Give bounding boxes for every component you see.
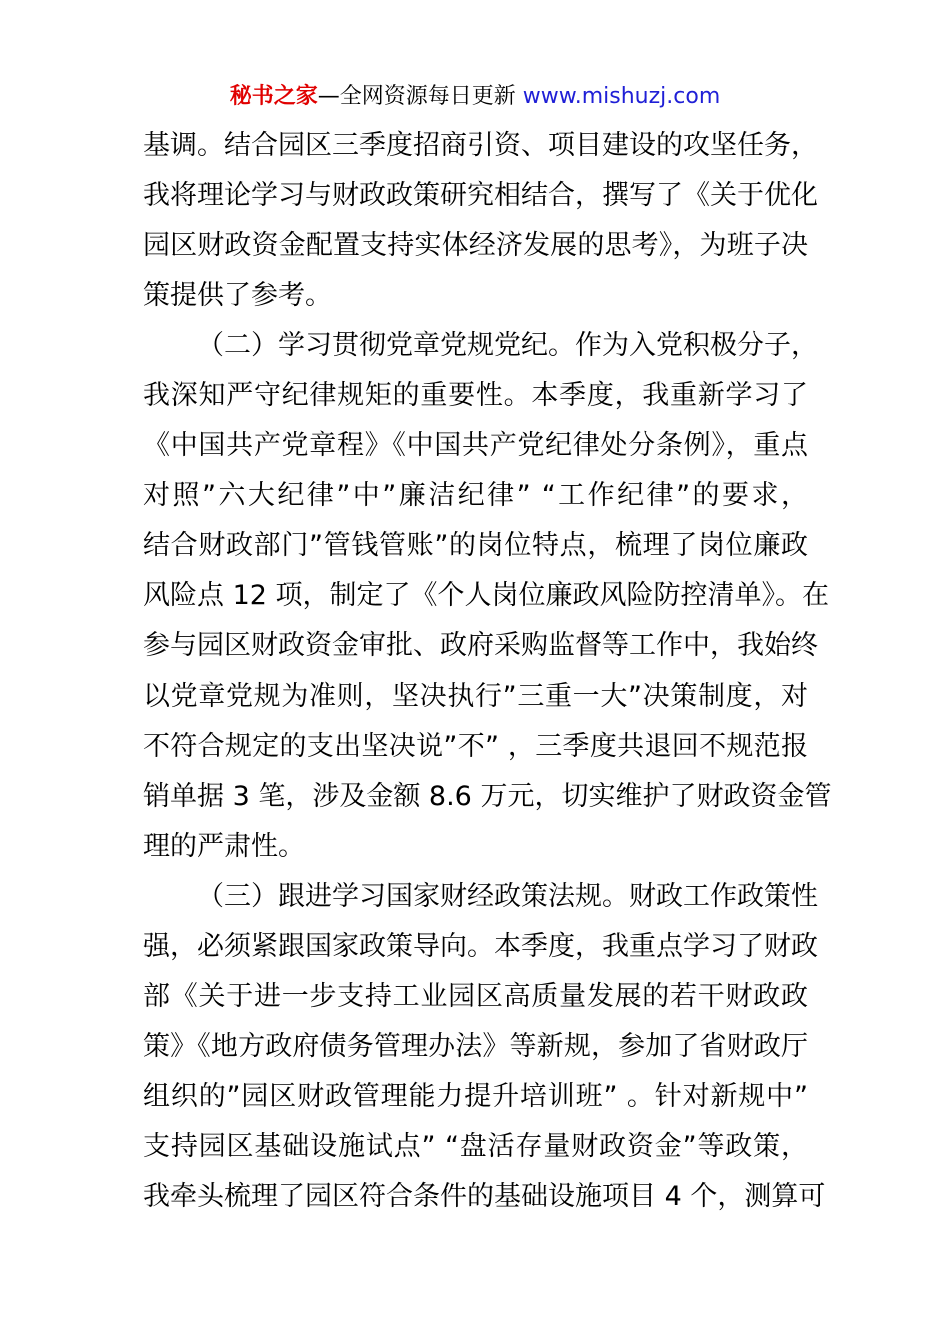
text-line: 基调。结合园区三季度招商引资、项目建设的攻坚任务， — [143, 130, 818, 161]
site-url-link[interactable]: www.mishuzj.com — [522, 84, 721, 109]
text-line: 理的严肃性。 — [143, 830, 305, 862]
brand-name: 秘书之家 — [229, 84, 318, 109]
text-line: 园区财政资金配置支持实体经济发展的思考》，为班子决 — [143, 230, 808, 262]
text-line: 不符合规定的支出坚决说”不” ，三季度共退回不规范报 — [143, 730, 808, 762]
text-line: 以党章党规为准则，坚决执行”三重一大”决策制度，对 — [143, 680, 808, 712]
text-line: 组织的”园区财政管理能力提升培训班” 。针对新规中” — [143, 1080, 808, 1112]
section-heading-line: （二）学习贯彻党章党规党纪。作为入党积极分子， — [197, 330, 818, 362]
text-line: 结合财政部门”管钱管账”的岗位特点，梳理了岗位廉政 — [143, 530, 808, 562]
text-line: 策》《地方政府债务管理办法》等新规，参加了省财政厅 — [143, 1030, 808, 1062]
text-line: 风险点 12 项，制定了《个人岗位廉政风险防控清单》。在 — [143, 580, 830, 612]
text-line: 我牵头梳理了园区符合条件的基础设施项目 4 个，测算可 — [143, 1180, 826, 1212]
site-watermark-header — [0, 80, 950, 114]
text-line: 销单据 3 笔，涉及金额 8.6 万元，切实维护了财政资金管 — [143, 780, 832, 812]
text-line: 策提供了参考。 — [143, 280, 332, 312]
text-line: 对照”六大纪律”中”廉洁纪律” “工作纪律”的要求， — [143, 480, 808, 512]
text-line: 强，必须紧跟国家政策导向。本季度，我重点学习了财政 — [143, 930, 818, 962]
text-line: 参与园区财政资金审批、政府采购监督等工作中，我始终 — [143, 630, 818, 662]
text-line: 我深知严守纪律规矩的重要性。本季度，我重新学习了 — [143, 380, 808, 412]
header-tagline: —全网资源每日更新 — [317, 84, 523, 109]
text-line: 支持园区基础设施试点” “盘活存量财政资金”等政策， — [143, 1130, 808, 1162]
text-line: 部《关于进一步支持工业园区高质量发展的若干财政政 — [143, 980, 808, 1012]
text-line: 我将理论学习与财政政策研究相结合，撰写了《关于优化 — [143, 180, 818, 212]
text-line: 《中国共产党章程》《中国共产党纪律处分条例》，重点 — [143, 430, 808, 462]
document-body — [143, 121, 832, 1222]
section-heading-line: （三）跟进学习国家财经政策法规。财政工作政策性 — [197, 880, 818, 912]
